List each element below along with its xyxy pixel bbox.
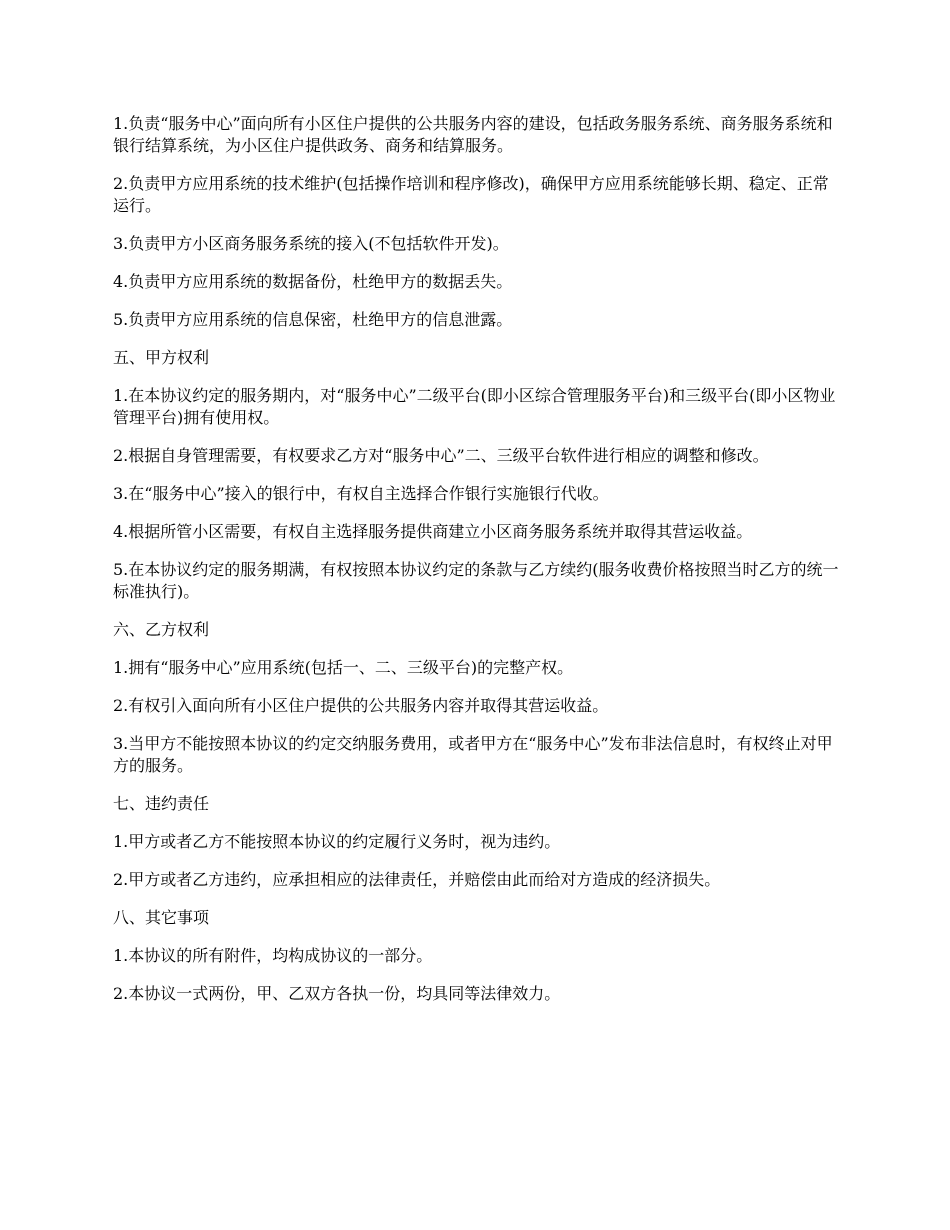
section4-item-4: 4.负责甲方应用系统的数据备份，杜绝甲方的数据丢失。 bbox=[113, 272, 513, 291]
section5-item-5: 5.在本协议约定的服务期满，有权按照本协议约定的条款与乙方续约(服务收费价格按照当时乙方的统一标准执行)。 bbox=[113, 560, 839, 601]
section6-item-1: 1.拥有“服务中心”应用系统(包括一、二、三级平台)的完整产权。 bbox=[113, 658, 574, 677]
section4-item-1: 1.负责“服务中心”面向所有小区住户提供的公共服务内容的建设，包括政务服务系统、商务服务系统和银行结算系统，为小区住户提供政务、商务和结算服务。 bbox=[113, 114, 833, 155]
document-body bbox=[113, 113, 843, 1021]
section4-item-3: 3.负责甲方小区商务服务系统的接入(不包括软件开发)。 bbox=[113, 234, 509, 253]
section5-item-3: 3.在“服务中心”接入的银行中，有权自主选择合作银行实施银行代收。 bbox=[113, 484, 609, 503]
section5-item-4: 4.根据所管小区需要，有权自主选择服务提供商建立小区商务服务系统并取得其营运收益。 bbox=[113, 522, 753, 541]
section6-item-2: 2.有权引入面向所有小区住户提供的公共服务内容并取得其营运收益。 bbox=[113, 696, 609, 715]
section7-item-2: 2.甲方或者乙方违约，应承担相应的法律责任，并赔偿由此而给对方造成的经济损失。 bbox=[113, 870, 721, 889]
section6-heading: 六、乙方权利 bbox=[113, 620, 210, 639]
section4-item-2: 2.负责甲方应用系统的技术维护(包括操作培训和程序修改)，确保甲方应用系统能够长期、稳定、正常运行。 bbox=[113, 174, 829, 215]
section7-heading: 七、违约责任 bbox=[113, 794, 210, 813]
section6-item-3: 3.当甲方不能按照本协议的约定交纳服务费用，或者甲方在“服务中心”发布非法信息时，有权终止对甲方的服务。 bbox=[113, 734, 833, 775]
section4-item-5: 5.负责甲方应用系统的信息保密，杜绝甲方的信息泄露。 bbox=[113, 310, 513, 329]
section8-heading: 八、其它事项 bbox=[113, 908, 210, 927]
section7-item-1: 1.甲方或者乙方不能按照本协议的约定履行义务时，视为违约。 bbox=[113, 832, 561, 851]
section5-item-1: 1.在本协议约定的服务期内，对“服务中心”二级平台(即小区综合管理服务平台)和三级平台(即小区物业管理平台)拥有使用权。 bbox=[113, 386, 836, 427]
section5-heading: 五、甲方权利 bbox=[113, 348, 210, 367]
section8-item-1: 1.本协议的所有附件，均构成协议的一部分。 bbox=[113, 946, 433, 965]
section8-item-2: 2.本协议一式两份，甲、乙双方各执一份，均具同等法律效力。 bbox=[113, 984, 561, 1003]
section5-item-2: 2.根据自身管理需要，有权要求乙方对“服务中心”二、三级平台软件进行相应的调整和修改。 bbox=[113, 446, 769, 465]
